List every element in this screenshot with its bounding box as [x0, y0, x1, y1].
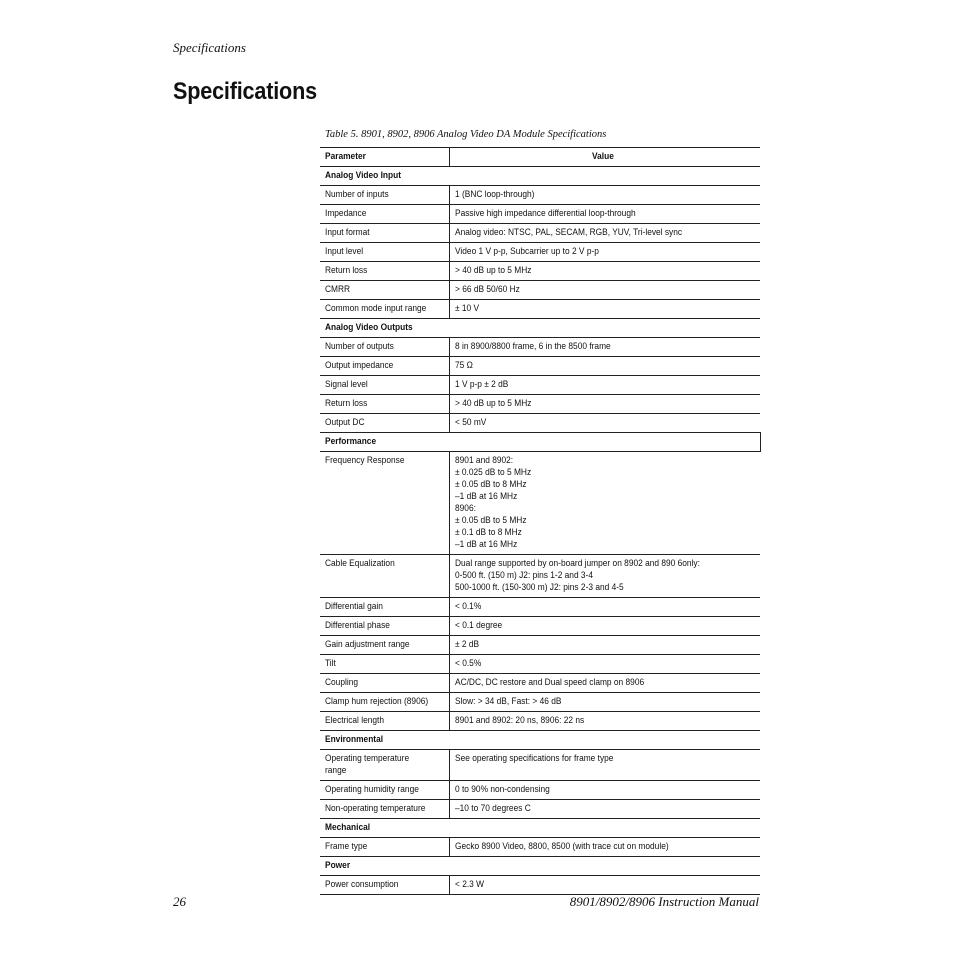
table-row — [320, 205, 760, 224]
parameter-cell: Gain adjustment range — [320, 636, 449, 655]
value-cell: < 0.1% — [449, 598, 760, 617]
parameter-cell: Impedance — [320, 205, 449, 224]
parameter-cell: Input level — [320, 243, 449, 262]
table-row — [320, 636, 760, 655]
value-cell: Dual range supported by on-board jumper on 8902 and 890 6only: 0-500 ft. (150 m) J2: pins 1-2 and 3-4 500-1000 ft. (150-300 m) J2: pins 2-3 and 4-5 — [449, 555, 760, 598]
section-title: Mechanical — [320, 819, 760, 838]
page-title: Specifications — [173, 78, 317, 105]
table-row — [320, 452, 760, 555]
value-cell: 75 Ω — [449, 357, 760, 376]
table-row — [320, 693, 760, 712]
table-row — [320, 338, 760, 357]
parameter-cell: Return loss — [320, 395, 449, 414]
value-cell: 1 (BNC loop-through) — [449, 186, 760, 205]
parameter-cell: Electrical length — [320, 712, 449, 731]
table-row — [320, 617, 760, 636]
parameter-cell: Signal level — [320, 376, 449, 395]
table-row — [320, 555, 760, 598]
parameter-cell: Output impedance — [320, 357, 449, 376]
parameter-cell: Coupling — [320, 674, 449, 693]
table-row — [320, 712, 760, 731]
specifications-table — [320, 147, 761, 895]
table-row — [320, 876, 760, 895]
table-row — [320, 300, 760, 319]
table-row — [320, 414, 760, 433]
value-cell: ± 2 dB — [449, 636, 760, 655]
value-cell: < 0.5% — [449, 655, 760, 674]
value-cell: –10 to 70 degrees C — [449, 800, 760, 819]
section-title: Environmental — [320, 731, 760, 750]
section-title: Power — [320, 857, 760, 876]
table-row — [320, 838, 760, 857]
value-cell: 8901 and 8902: 20 ns, 8906: 22 ns — [449, 712, 760, 731]
section-title: Performance — [320, 433, 760, 452]
parameter-cell: Return loss — [320, 262, 449, 281]
section-title: Analog Video Outputs — [320, 319, 760, 338]
table-caption: Table 5. 8901, 8902, 8906 Analog Video DA Module Specifications — [325, 129, 607, 140]
value-cell: Gecko 8900 Video, 8800, 8500 (with trace cut on module) — [449, 838, 760, 857]
table-row — [320, 243, 760, 262]
section-row — [320, 731, 760, 750]
value-cell: > 40 dB up to 5 MHz — [449, 262, 760, 281]
parameter-cell: Cable Equalization — [320, 555, 449, 598]
table-row — [320, 376, 760, 395]
header-parameter: Parameter — [320, 148, 449, 167]
value-cell: AC/DC, DC restore and Dual speed clamp on 8906 — [449, 674, 760, 693]
value-cell: < 50 mV — [449, 414, 760, 433]
parameter-cell: Common mode input range — [320, 300, 449, 319]
value-cell: 8901 and 8902: ± 0.025 dB to 5 MHz ± 0.05 dB to 8 MHz –1 dB at 16 MHz 8906: ± 0.05 dB to 5 MHz ± 0.1 dB to 8 MHz –1 dB at 16 MHz — [449, 452, 760, 555]
table-body — [320, 167, 760, 895]
page-number: 26 — [173, 894, 186, 909]
table-row — [320, 800, 760, 819]
table-row — [320, 262, 760, 281]
value-cell: Analog video: NTSC, PAL, SECAM, RGB, YUV, Tri-level sync — [449, 224, 760, 243]
parameter-cell: Differential phase — [320, 617, 449, 636]
parameter-cell: Input format — [320, 224, 449, 243]
value-cell: > 40 dB up to 5 MHz — [449, 395, 760, 414]
parameter-cell: Non-operating temperature — [320, 800, 449, 819]
value-cell: See operating specifications for frame type — [449, 750, 760, 781]
parameter-cell: CMRR — [320, 281, 449, 300]
table-row — [320, 186, 760, 205]
value-cell: ± 10 V — [449, 300, 760, 319]
section-row — [320, 319, 760, 338]
table-row — [320, 781, 760, 800]
value-cell: < 2.3 W — [449, 876, 760, 895]
parameter-cell: Frequency Response — [320, 452, 449, 555]
running-head: Specifications — [173, 40, 246, 55]
parameter-cell: Operating humidity range — [320, 781, 449, 800]
section-title: Analog Video Input — [320, 167, 760, 186]
section-row — [320, 167, 760, 186]
value-cell: 0 to 90% non-condensing — [449, 781, 760, 800]
parameter-cell: Power consumption — [320, 876, 449, 895]
table-row — [320, 750, 760, 781]
value-cell: > 66 dB 50/60 Hz — [449, 281, 760, 300]
section-row — [320, 433, 760, 452]
section-row — [320, 819, 760, 838]
table-row — [320, 281, 760, 300]
parameter-cell: Clamp hum rejection (8906) — [320, 693, 449, 712]
parameter-cell: Differential gain — [320, 598, 449, 617]
section-row — [320, 857, 760, 876]
table-row — [320, 598, 760, 617]
table-row — [320, 674, 760, 693]
manual-title: 8901/8902/8906 Instruction Manual — [569, 894, 759, 909]
parameter-cell: Number of inputs — [320, 186, 449, 205]
parameter-cell: Frame type — [320, 838, 449, 857]
table-header-row — [320, 148, 760, 167]
parameter-cell: Number of outputs — [320, 338, 449, 357]
table-row — [320, 357, 760, 376]
table-row — [320, 224, 760, 243]
header-value: Value — [449, 148, 760, 167]
value-cell: < 0.1 degree — [449, 617, 760, 636]
parameter-cell: Tilt — [320, 655, 449, 674]
parameter-cell: Output DC — [320, 414, 449, 433]
parameter-cell: Operating temperature range — [320, 750, 449, 781]
table-row — [320, 655, 760, 674]
value-cell: Video 1 V p-p, Subcarrier up to 2 V p-p — [449, 243, 760, 262]
table-row — [320, 395, 760, 414]
value-cell: 8 in 8900/8800 frame, 6 in the 8500 frame — [449, 338, 760, 357]
value-cell: 1 V p-p ± 2 dB — [449, 376, 760, 395]
value-cell: Passive high impedance differential loop-through — [449, 205, 760, 224]
value-cell: Slow: > 34 dB, Fast: > 46 dB — [449, 693, 760, 712]
